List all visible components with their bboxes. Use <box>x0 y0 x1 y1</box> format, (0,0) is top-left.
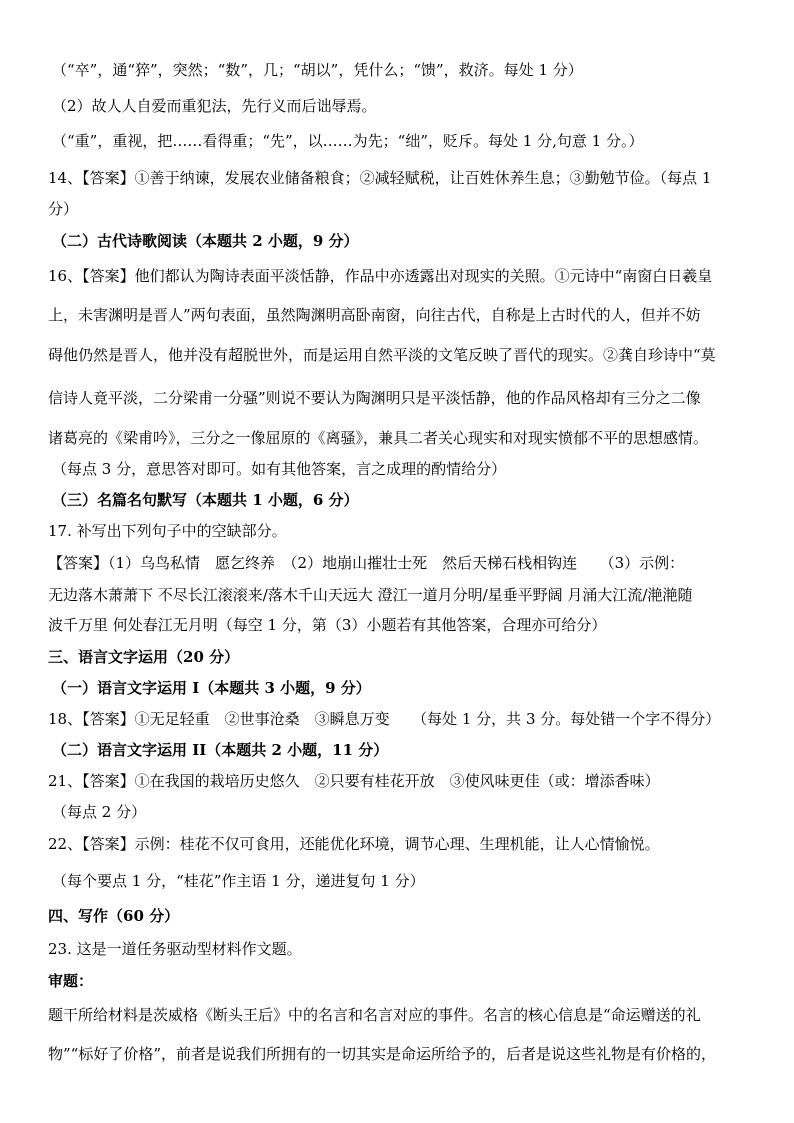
text-line: 波千万里 何处春江无月明（每空 1 分，第（3）小题若有其他答案，合理亦可给分） <box>48 616 607 634</box>
section-heading: （一）语言文字运用 I（本题共 3 小题，9 分） <box>52 679 371 697</box>
text-line: 23. 这是一道任务驱动型材料作文题。 <box>48 940 302 958</box>
text-line: 18、【答案】①无足轻重 ②世事沧桑 ③瞬息万变 （每处 1 分，共 3 分。每处错一个字不得分） <box>48 710 721 728</box>
text-line: 物”“标好了价格”，前者是说我们所拥有的一切其实是命运所给予的，后者是说这些礼物是有价格的， <box>48 1045 717 1063</box>
section-heading: 审题： <box>48 972 94 990</box>
text-line: 17. 补写出下列句子中的空缺部分。 <box>48 522 287 540</box>
section-heading: 三、语言文字运用（20 分） <box>48 648 240 666</box>
section-heading: （三）名篇名句默写（本题共 1 小题，6 分） <box>52 491 359 509</box>
text-line: 诸葛亮的《梁甫吟》，三分之一像屈原的《离骚》，兼具二者关心现实和对现实愤郁不平的思想感情。 <box>48 429 709 447</box>
text-line: （2）故人人自爱而重犯法，先行义而后诎辱焉。 <box>52 97 377 115</box>
text-line: （每点 3 分，意思答对即可。如有其他答案，言之成理的酌情给分） <box>52 460 507 478</box>
text-line: 21、【答案】①在我国的栽培历史悠久 ②只要有桂花开放 ③使风味更佳（或：增添香味） <box>48 772 660 790</box>
text-line: （“重”，重视，把……看得重；“先”，以……为先；“绌”，贬斥。每处 1 分,句意 1 分。） <box>52 132 644 150</box>
text-line: 14、【答案】①善于纳谏，发展农业储备粮食；②减轻赋税，让百姓休养生息；③勤勉节俭。（每点 1 <box>48 169 712 187</box>
text-line: （每个要点 1 分，“桂花”作主语 1 分，递进复句 1 分） <box>52 872 425 890</box>
text-line: 【答案】（1）乌鸟私情 愿乞终养 （2）地崩山摧壮士死 然后天梯石栈相钩连 （3）示例： <box>48 554 685 572</box>
text-line: 上，未害渊明是晋人”两句表面，虽然陶渊明高卧南窗，向往古代，自称是上古时代的人，但并不妨 <box>48 306 701 324</box>
text-line: 碍他仍然是晋人，他并没有超脱世外，而是运用自然平淡的文笔反映了晋代的现实。②龚自珍诗中“莫 <box>48 346 716 364</box>
text-line: （“卒”，通“猝”，突然；“数”，几；“胡以”，凭什么；“馈”，救济。每处 1 分） <box>52 61 583 79</box>
section-heading: （二）语言文字运用 II（本题共 2 小题，11 分） <box>52 741 389 759</box>
text-line: 无边落木萧萧下 不尽长江滚滚来/落木千山天远大 澄江一道月分明/星垂平野阔 月涌大江流/滟滟随 <box>48 586 693 604</box>
section-heading: 四、写作（60 分） <box>48 907 180 925</box>
text-line: 信诗人竟平淡，二分梁甫一分骚”则说不要认为陶渊明只是平淡恬静，他的作品风格却有三分之二像 <box>48 389 701 407</box>
text-line: 题干所给材料是茨威格《断头王后》中的名言和名言对应的事件。名言的核心信息是“命运赠送的礼 <box>48 1006 701 1024</box>
text-line: 分） <box>48 200 79 218</box>
text-line: 16、【答案】他们都认为陶诗表面平淡恬静，作品中亦透露出对现实的关照。①元诗中“南窗白日羲皇 <box>48 267 713 285</box>
section-heading: （二）古代诗歌阅读（本题共 2 小题，9 分） <box>52 232 359 250</box>
text-line: 22、【答案】示例：桂花不仅可食用，还能优化环境，调节心理、生理机能，让人心情愉悦。 <box>48 835 660 853</box>
text-line: （每点 2 分） <box>52 803 147 821</box>
